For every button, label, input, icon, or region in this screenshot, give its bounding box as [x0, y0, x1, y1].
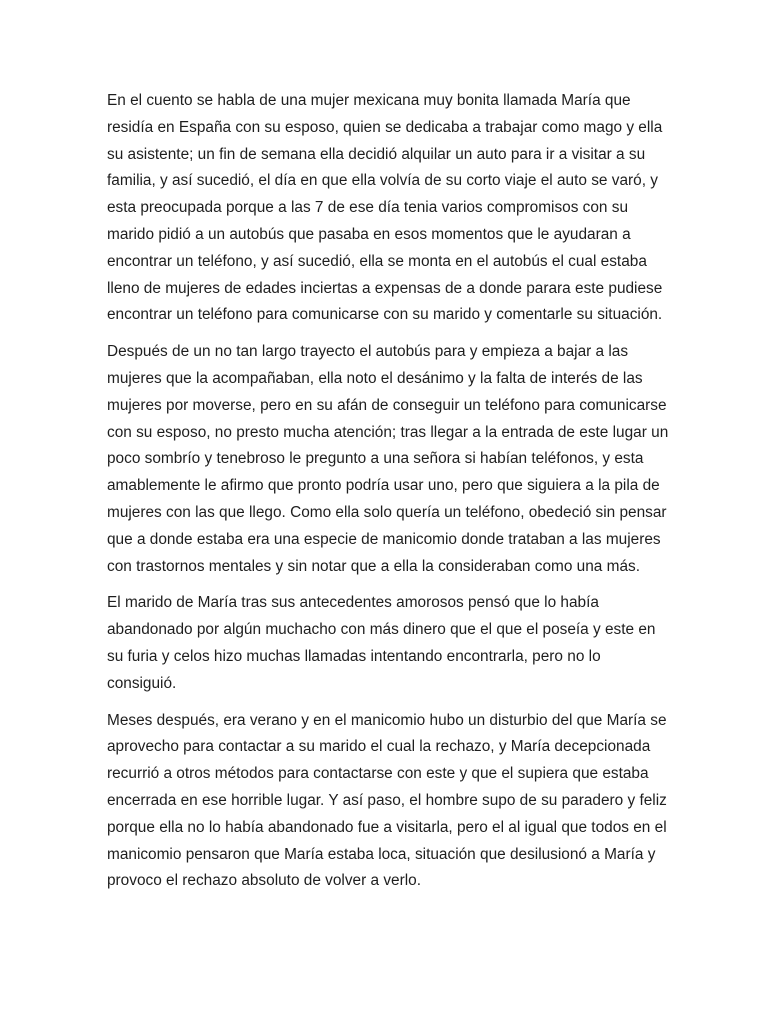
text-line: Después de un no tan largo trayecto el autobús para y empieza a bajar a las: [107, 343, 629, 361]
text-line: manicomio pensaron que María estaba loca, situación que desilusionó a María y: [107, 845, 656, 863]
text-line: mujeres por moverse, pero en su afán de conseguir un teléfono para comunicarse: [107, 396, 667, 414]
text-line: con su esposo, no presto mucha atención; tras llegar a la entrada de este lugar un: [107, 423, 669, 441]
text-line: encerrada en ese horrible lugar. Y así paso, el hombre supo de su paradero y feliz: [107, 791, 667, 809]
text-line: El marido de María tras sus antecedentes amorosos pensó que lo había: [107, 594, 599, 612]
text-line: esta preocupada porque a las 7 de ese día tenia varios compromisos con su: [107, 199, 629, 217]
text-line: consiguió.: [107, 674, 177, 692]
text-line: amablemente le afirmo que pronto podría usar uno, pero que siguiera a la pila de: [107, 477, 660, 495]
text-line: mujeres que la acompañaban, ella noto el desánimo y la falta de interés de las: [107, 369, 643, 387]
paragraph: [107, 339, 667, 580]
paragraph: [107, 708, 667, 896]
text-line: su furia y celos hizo muchas llamadas intentando encontrarla, pero no lo: [107, 647, 601, 665]
text-line: aprovecho para contactar a su marido el cual la rechazo, y María decepcionada: [107, 738, 651, 756]
text-line: que a donde estaba era una especie de manicomio donde trataban a las mujeres: [107, 530, 661, 548]
text-line: encontrar un teléfono para comunicarse con su marido y comentarle su situación.: [107, 306, 663, 324]
text-line: porque ella no lo había abandonado fue a visitarla, pero el al igual que todos en el: [107, 818, 667, 836]
text-line: mujeres con las que llego. Como ella solo quería un teléfono, obedeció sin pensar: [107, 503, 667, 521]
text-line: con trastornos mentales y sin notar que a ella la consideraban como una más.: [107, 557, 640, 575]
text-line: familia, y así sucedió, el día en que ella volvía de su corto viaje el auto se varó, y: [107, 172, 658, 190]
paragraph: [107, 590, 667, 697]
text-line: recurrió a otros métodos para contactarse con este y que el supiera que estaba: [107, 765, 649, 783]
document-body: [107, 88, 667, 905]
text-line: provoco el rechazo absoluto de volver a verlo.: [107, 872, 421, 890]
text-line: su asistente; un fin de semana ella decidió alquilar un auto para ir a visitar a su: [107, 145, 646, 163]
text-line: marido pidió a un autobús que pasaba en esos momentos que le ayudaran a: [107, 225, 631, 243]
text-line: encontrar un teléfono, y así sucedió, ella se monta en el autobús el cual estaba: [107, 252, 647, 270]
text-line: En el cuento se habla de una mujer mexicana muy bonita llamada María que: [107, 92, 631, 109]
text-line: abandonado por algún muchacho con más dinero que el que el poseía y este en: [107, 621, 656, 639]
text-line: residía en España con su esposo, quien se dedicaba a trabajar como mago y ella: [107, 118, 663, 136]
text-line: lleno de mujeres de edades inciertas a expensas de a donde parara este pudiese: [107, 279, 663, 297]
text-line: Meses después, era verano y en el manicomio hubo un disturbio del que María se: [107, 711, 667, 729]
text-line: poco sombrío y tenebroso le pregunto a una señora si habían teléfonos, y esta: [107, 450, 644, 468]
paragraph: [107, 88, 667, 329]
